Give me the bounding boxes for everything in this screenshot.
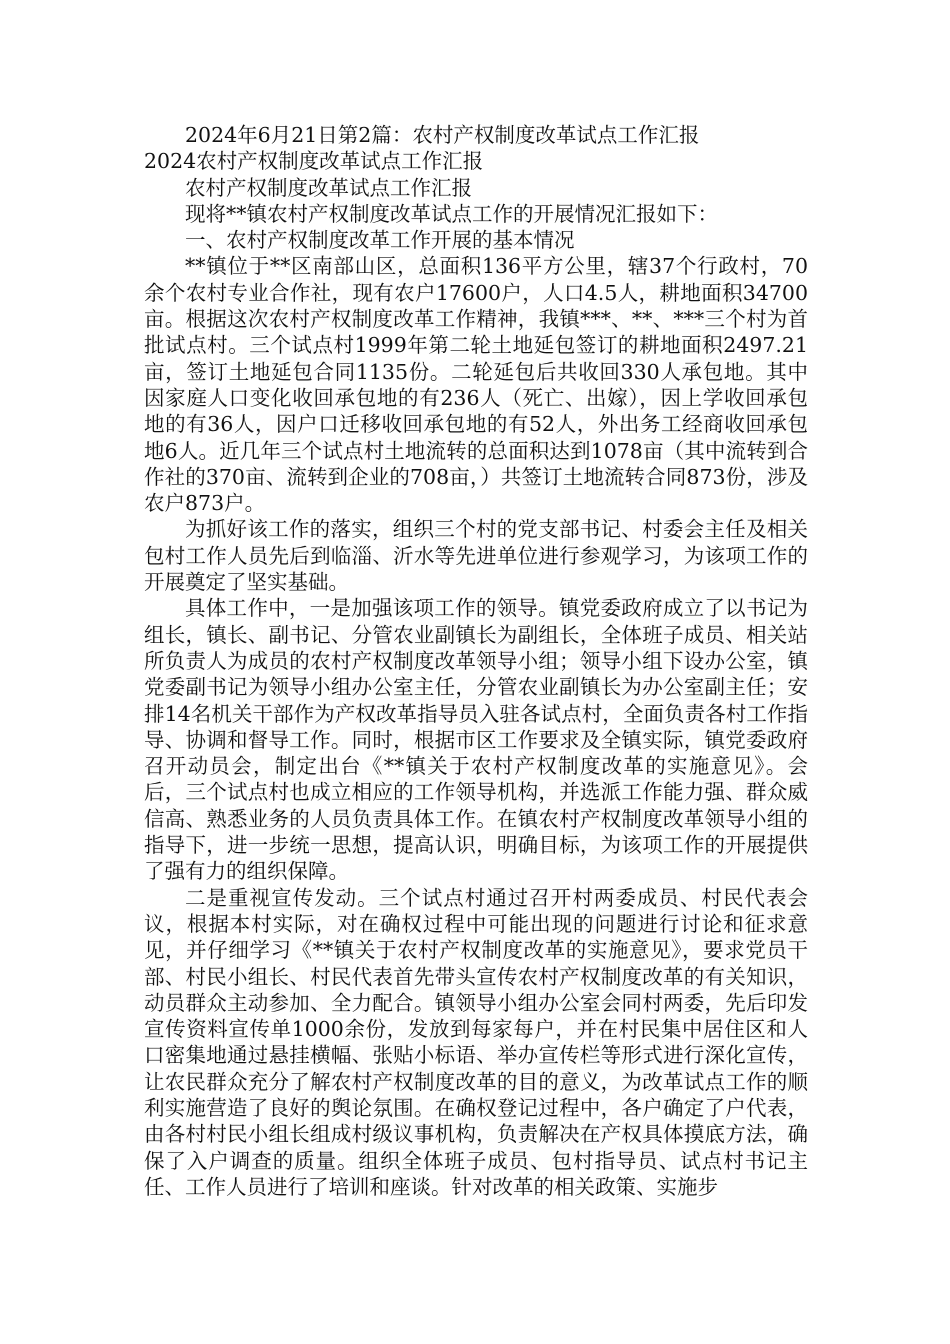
header-line: 2024年6月21日第2篇：农村产权制度改革试点工作汇报	[185, 123, 700, 147]
paragraph-leadership: 具体工作中，一是加强该项工作的领导。镇党委政府成立了以书记为组长，镇长、副书记、分管农业副镇长为副组长，全体班子成员、相关站所负责人为成员的农村产权制度改革领导小组；领导小组下设办公室，镇党委副书记为领导小组办公室主任，分管农业副镇长为办公室副主任；安排14名机关干部作为产权改革指导员入驻各试点村，全面负责各村工作指导、协调和督导工作。同时，根据市区工作要求及全镇实际，镇党委政府召开动员会，制定出台《**镇关于农村产权制度改革的实施意见》。会后，三个试点村也成立相应的工作领导机构，并选派工作能力强、群众威信高、熟悉业务的人员负责具体工作。在镇农村产权制度改革领导小组的指导下，进一步统一思想，提高认识，明确目标，为该项工作的开展提供了强有力的组织保障。	[144, 596, 808, 884]
section-heading: 一、农村产权制度改革工作开展的基本情况	[185, 228, 575, 253]
document-page	[144, 122, 808, 1200]
paragraph-study-visit: 为抓好该工作的落实，组织三个村的党支部书记、村委会主任及相关包村工作人员先后到临淄、沂水等先进单位进行参观学习，为该项工作的开展奠定了坚实基础。	[144, 517, 808, 595]
paragraph-basic-info: **镇位于**区南部山区，总面积136平方公里，辖37个行政村，70余个农村专业合作社，现有农户17600户，人口4.5人，耕地面积34700亩。根据这次农村产权制度改革工作精神，我镇***、**、***三个村为首批试点村。三个试点村1999年第二轮土地延包签订的耕地面积2497.21亩，签订土地延包合同1135份。二轮延包后共收回330人承包地。其中因家庭人口变化收回承包地的有236人（死亡、出嫁），因上学收回承包地的有36人，因户口迁移收回承包地的有52人，外出务工经商收回承包地6人。近几年三个试点村土地流转的总面积达到1078亩（其中流转到合作社的370亩、流转到企业的708亩，）共签订土地流转合同873份，涉及农户873户。	[144, 254, 808, 516]
header-title: 2024农村产权制度改革试点工作汇报	[144, 149, 484, 174]
paragraph-publicity: 二是重视宣传发动。三个试点村通过召开村两委成员、村民代表会议，根据本村实际，对在确权过程中可能出现的问题进行讨论和征求意见，并仔细学习《**镇关于农村产权制度改革的实施意见》，要求党员干部、村民小组长、村民代表首先带头宣传农村产权制度改革的有关知识，动员群众主动参加、全力配合。镇领导小组办公室会同村两委，先后印发宣传资料宣传单1000余份，发放到每家每户，并在村民集中居住区和人口密集地通过悬挂横幅、张贴小标语、举办宣传栏等形式进行深化宣传，让农民群众充分了解农村产权制度改革的目的意义，为改革试点工作的顺利实施营造了良好的舆论氛围。在确权登记过程中，各户确定了户代表，由各村村民小组长组成村级议事机构，负责解决在产权具体摸底方法，确保了入户调查的质量。组织全体班子成员、包村指导员、试点村书记主任、工作人员进行了培训和座谈。针对改革的相关政策、实施步	[144, 885, 808, 1199]
intro-paragraph: 现将**镇农村产权制度改革试点工作的开展情况汇报如下：	[185, 201, 718, 226]
document-title: 农村产权制度改革试点工作汇报	[185, 175, 472, 200]
